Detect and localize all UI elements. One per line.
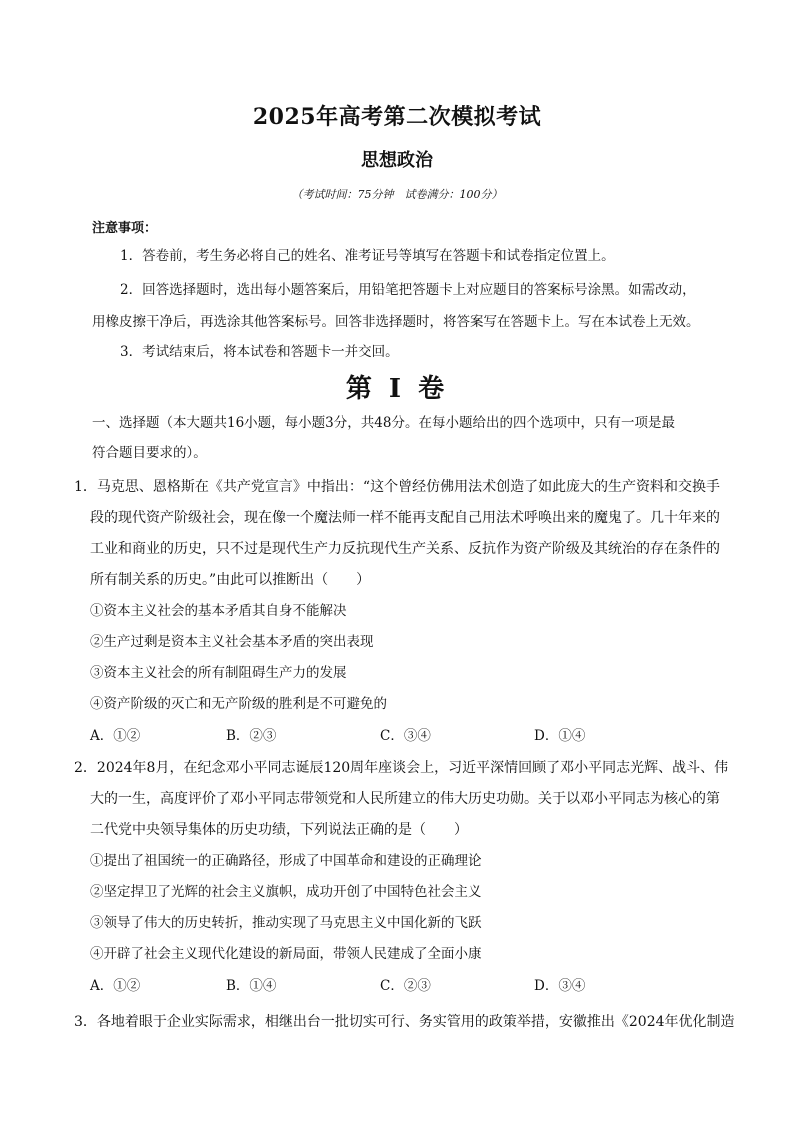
notice-line: 1．答卷前，考生务必将自己的姓名、准考证号等填写在答题卡和试卷指定位置上。 (120, 248, 615, 264)
answer-option-a: A．①② (90, 978, 141, 994)
notice-heading: 注意事项： (92, 221, 158, 236)
question-item: ③资本主义社会的所有制阻碍生产力的发展 (90, 665, 347, 681)
answer-option-d: D．③④ (534, 978, 586, 994)
exam-title: 2025年高考第二次模拟考试 (252, 104, 542, 130)
answer-option-c: C．②③ (380, 978, 431, 994)
question-stem-line: 工业和商业的历史，只不过是现代生产力反抗现代生产关系、反抗作为资产阶级及其统治的存在条件的 (90, 541, 720, 557)
section-title: 第 I 卷 (345, 374, 449, 404)
subject-title: 思想政治 (361, 150, 433, 171)
notice-line: 3．考试结束后，将本试卷和答题卡一并交回。 (120, 344, 399, 360)
exam-info: （考试时间：75分钟 试卷满分：100分） (291, 188, 503, 201)
question-item: ①资本主义社会的基本矛盾其自身不能解决 (90, 603, 347, 619)
question-item: ②生产过剩是资本主义社会基本矛盾的突出表现 (90, 634, 374, 650)
answer-option-c: C．③④ (380, 728, 431, 744)
answer-option-b: B．①④ (226, 978, 277, 994)
question-stem-line: 大的一生，高度评价了邓小平同志带领党和人民所建立的伟大历史功勋。关于以邓小平同志为核心的第 (90, 791, 720, 807)
answer-option-d: D．①④ (534, 728, 586, 744)
question-stem-line: 2．2024年8月，在纪念邓小平同志诞辰120周年座谈会上，习近平深情回顾了邓小平同志光辉、战斗、伟 (74, 760, 729, 776)
question-item: ②坚定捍卫了光辉的社会主义旗帜，成功开创了中国特色社会主义 (90, 884, 482, 900)
question-stem-line: 1．马克思、恩格斯在《共产党宣言》中指出：“这个曾经仿佛用法术创造了如此庞大的生产资料和交换手 (74, 479, 721, 495)
notice-line: 2．回答选择题时，选出每小题答案后，用铅笔把答题卡上对应题目的答案标号涂黑。如需改动， (120, 282, 696, 298)
question-stem-line: 3．各地着眼于企业实际需求，相继出台一批切实可行、务实管用的政策举措，安徽推出《2024年优化制造 (74, 1014, 735, 1030)
answer-option-a: A．①② (90, 728, 141, 744)
section-instruction: 一、选择题（本大题共16小题，每小题3分，共48分。在每小题给出的四个选项中，只有一项是最 (92, 415, 675, 431)
question-stem-line: 二代党中央领导集体的历史功绩，下列说法正确的是（ ） (90, 822, 468, 838)
answer-option-b: B．②③ (226, 728, 277, 744)
question-stem-line: 段的现代资产阶级社会，现在像一个魔法师一样不能再支配自己用法术呼唤出来的魔鬼了。几十年来的 (90, 510, 720, 526)
section-instruction: 符合题目要求的）。 (92, 445, 207, 461)
question-item: ①提出了祖国统一的正确路径，形成了中国革命和建设的正确理论 (90, 853, 482, 869)
notice-line: 用橡皮擦干净后，再选涂其他答案标号。回答非选择题时，将答案写在答题卡上。写在本试卷上无效。 (92, 314, 700, 330)
question-item: ④资产阶级的灭亡和无产阶级的胜利是不可避免的 (90, 696, 387, 712)
question-item: ④开辟了社会主义现代化建设的新局面，带领人民建成了全面小康 (90, 946, 482, 962)
question-stem-line: 所有制关系的历史。”由此可以推断出（ ） (90, 572, 371, 588)
question-item: ③领导了伟大的历史转折，推动实现了马克思主义中国化新的飞跃 (90, 915, 482, 931)
